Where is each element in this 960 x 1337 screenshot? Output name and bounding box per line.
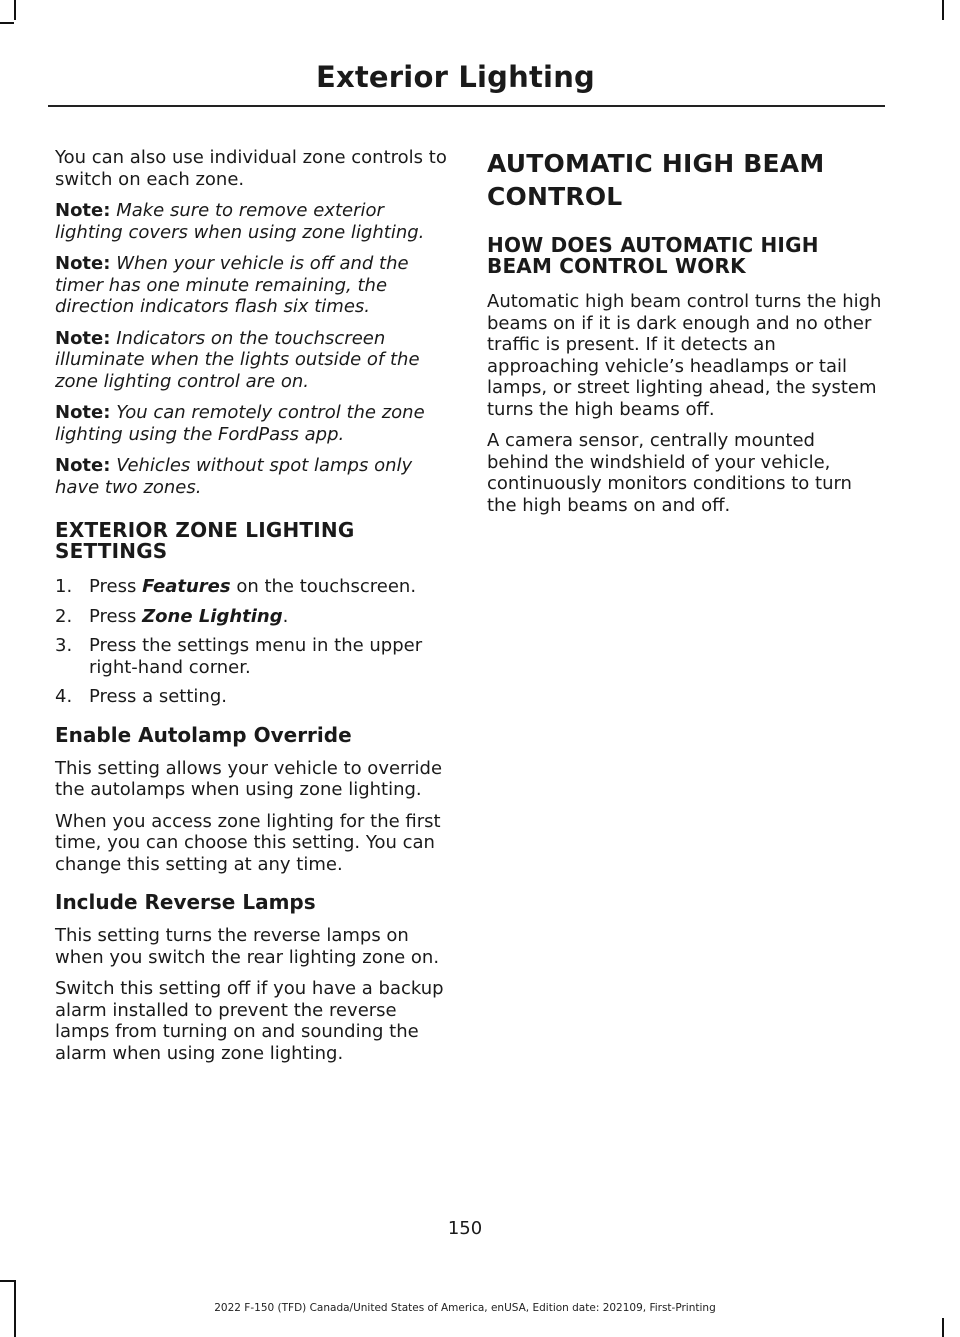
step-emphasis: Zone Lighting xyxy=(142,605,283,627)
intro-paragraph: You can also use individual zone controls to switch on each zone. xyxy=(55,147,447,190)
step-item xyxy=(55,686,450,708)
step-item xyxy=(55,576,450,598)
page-number: 150 xyxy=(447,1218,483,1239)
note-2 xyxy=(55,253,450,318)
note-label: Note: xyxy=(55,455,111,476)
crop-mark-bottom-right xyxy=(942,1318,944,1337)
crop-mark-bottom-left-h xyxy=(0,1280,14,1282)
reverse-paragraph-2: Switch this setting off if you have a backup alarm installed to prevent the reverse lamps from turning on and sounding the alarm when using zone lighting. xyxy=(55,978,444,1064)
high-beam-paragraph-2: A camera sensor, centrally mounted behind the windshield of your vehicle, continuously monitors conditions to turn the high beams on and off. xyxy=(487,430,852,516)
step-text: Press xyxy=(89,605,143,627)
autolamp-paragraph-2: When you access zone lighting for the first time, you can choose this setting. You can change this setting at any time. xyxy=(55,810,441,875)
step-item xyxy=(55,606,450,628)
header-divider xyxy=(48,105,885,107)
note-4 xyxy=(55,402,450,445)
step-emphasis: Features xyxy=(142,576,231,597)
subsection-heading: HOW DOES AUTOMATIC HIGH BEAM CONTROL WORK xyxy=(487,233,819,278)
note-label: Note: xyxy=(55,327,111,349)
settings-heading: EXTERIOR ZONE LIGHTING SETTINGS xyxy=(55,518,355,563)
crop-mark-top-left-h xyxy=(0,22,14,24)
note-3 xyxy=(55,328,450,393)
step-text-after: . xyxy=(282,605,289,627)
note-5 xyxy=(55,455,450,498)
crop-mark-top-left xyxy=(14,0,16,20)
left-column xyxy=(55,147,450,1074)
note-label: Note: xyxy=(55,200,111,221)
crop-mark-top-right xyxy=(942,0,944,20)
step-text: Press the settings menu in the upper right-hand corner. xyxy=(89,635,423,678)
section-heading: AUTOMATIC HIGH BEAM CONTROL xyxy=(487,149,825,211)
step-number: 1. xyxy=(55,576,73,597)
note-label: Note: xyxy=(55,253,111,274)
reverse-heading: Include Reverse Lamps xyxy=(55,890,316,914)
footer-edition-text: 2022 F-150 (TFD) Canada/United States of America, enUSA, Edition date: 202109, First-Printing xyxy=(214,1302,716,1314)
note-text: Indicators on the touchscreen illuminate when the lights outside of the zone lighting control are on. xyxy=(55,327,420,392)
settings-steps xyxy=(55,576,450,708)
step-number: 2. xyxy=(55,605,73,627)
note-text: When your vehicle is off and the timer has one minute remaining, the direction indicators flash six times. xyxy=(55,253,409,317)
step-number: 4. xyxy=(55,686,73,707)
autolamp-paragraph-1: This setting allows your vehicle to override the autolamps when using zone lighting. xyxy=(55,757,443,800)
note-text: Make sure to remove exterior lighting covers when using zone lighting. xyxy=(55,200,425,243)
step-text: Press xyxy=(89,576,143,597)
note-1 xyxy=(55,200,450,243)
right-column xyxy=(487,147,882,526)
step-text: Press a setting. xyxy=(89,686,227,707)
step-item xyxy=(55,635,450,678)
page-title: Exterior Lighting xyxy=(315,60,595,94)
high-beam-paragraph-1: Automatic high beam control turns the high beams on if it is dark enough and no other traffic is present. If it detects an approaching vehicle’s headlamps or tail lamps, or street lighting ahead, the system turns the high beams off. xyxy=(487,291,882,420)
step-number: 3. xyxy=(55,635,73,656)
step-text-after: on the touchscreen. xyxy=(230,576,417,597)
autolamp-heading: Enable Autolamp Override xyxy=(55,722,352,747)
note-label: Note: xyxy=(55,402,111,423)
note-text: Vehicles without spot lamps only have two zones. xyxy=(55,455,413,498)
note-text: You can remotely control the zone lighting using the FordPass app. xyxy=(55,402,425,445)
reverse-paragraph-1: This setting turns the reverse lamps on when you switch the rear lighting zone on. xyxy=(55,925,440,968)
